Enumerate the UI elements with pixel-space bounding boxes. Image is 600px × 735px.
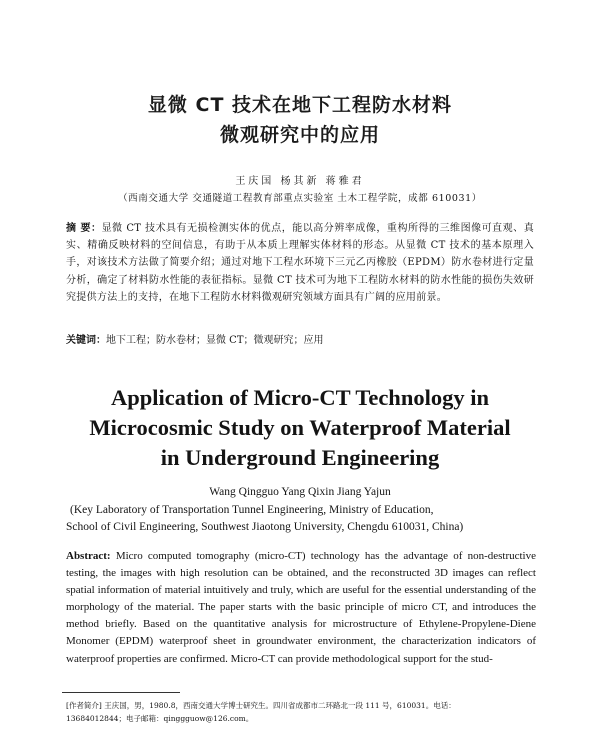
en-affiliation-line-2: School of Civil Engineering, Southwest Jiaotong University, Chengdu 610031, China) xyxy=(66,521,464,533)
cn-abstract xyxy=(66,220,534,306)
footnote-line-1: [作者简介] 王庆国，男，1980.8，西南交通大学博士研究生。四川省成都市二环路北一段 111 号，610031。电话： xyxy=(66,701,456,710)
en-abstract-text: Micro computed tomography (micro-CT) technology has the advantage of non-destructive testing, the images with high resolution can be obtained, and the reconstructed 3D images can reflect spatial information of material intuitively and truly, which are useful for the essential understanding of the morphology of the material. The paper starts with the basic principle of micro CT, and introduces the method briefly. Based on the quantitative analysis for microstructure of Ethylene-Propylene-Diene Monomer (EPDM) waterproof sheet in groundwater environment, the characterization indicators of waterproof properties are confirmed. Micro-CT can provide methodological support for the stud- xyxy=(66,550,536,665)
cn-abstract-text: 显微 CT 技术具有无损检测实体的优点，能以高分辨率成像，重构所得的三维图像可直观、真实、精确反映材料的空间信息，有助于从本质上理解实体材料的形态。从显微 CT 技术的基本原理入手，对该技术方法做了简要介绍；通过对地下工程水环境下三元乙丙橡胶（EPDM）防水卷材进行定量分析，确定了材料防水性能的表征指标。显微 CT 技术可为地下工程防水材料的防水性能的损伤失效研究提供方法上的支持，在地下工程防水材料微观研究领域方面具有广阔的应用前景。 xyxy=(66,223,535,303)
cn-keywords-label: 关键词： xyxy=(66,335,106,346)
cn-title-line-2: 微观研究中的应用 xyxy=(219,124,380,146)
cn-authors: 王庆国 杨其新 蒋雅君 xyxy=(235,176,365,187)
en-abstract-label: Abstract: xyxy=(66,550,111,562)
en-authors: Wang Qingguo Yang Qixin Jiang Yajun xyxy=(209,486,391,498)
cn-abstract-label: 摘 要： xyxy=(66,223,102,234)
cn-affiliation: （西南交通大学 交通隧道工程教育部重点实验室 土木工程学院，成都 610031） xyxy=(118,193,482,204)
en-title-line-2: Microcosmic Study on Waterproof Material xyxy=(89,415,511,440)
footnote-line-2: 13684012844；电子邮箱：qinggguow@126.com。 xyxy=(66,714,254,723)
en-title-line-1: Application of Micro-CT Technology in xyxy=(111,385,489,410)
en-affiliation-line-1: (Key Laboratory of Transportation Tunnel Engineering, Ministry of Education, xyxy=(70,504,434,516)
en-abstract xyxy=(66,548,536,668)
en-title-line-3: in Underground Engineering xyxy=(160,445,440,470)
cn-keywords-text: 地下工程；防水卷材；显微 CT；微观研究；应用 xyxy=(106,335,324,346)
cn-keywords xyxy=(66,331,534,346)
cn-title-line-1: 显微 CT 技术在地下工程防水材料 xyxy=(147,94,453,116)
footnote-divider xyxy=(62,692,180,693)
